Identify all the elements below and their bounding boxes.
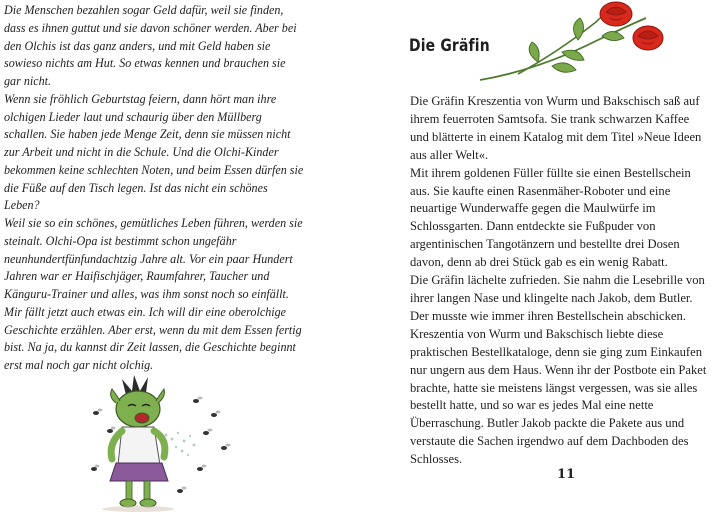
right-paragraph-2: Mit ihrem goldenen Füller füllte sie einen Bestellschein aus. Sie kaufte einen Rasenmäher-Roboter und eine neuartige Wunderwaffe gegen die Maulwürfe im Schlossgarten. Dann entdeckte sie Fußpuder von argentinischen Tangotänzern und bestellte drei Dosen davon, denn ab drei Stück gab es ein wenig Rabatt. bbox=[410, 165, 691, 270]
rose-icon bbox=[633, 26, 663, 50]
rose-icon bbox=[600, 2, 632, 26]
left-paragraph-1: Die Menschen bezahlen sogar Geld dafür, weil sie finden, dass es ihnen guttut und sie davon schöner werden. Aber bei den Olchis ist das ganz anders, und mit Geld haben sie sowieso nichts am Hut. So etwas kennen und brauchen sie gar nicht. bbox=[4, 3, 297, 88]
left-page-text bbox=[4, 2, 304, 375]
right-paragraph-4: Kreszentia von Wurm und Bakschisch liebte diese praktischen Bestellkataloge, denn sie ging zum Einkaufen nur ungern aus dem Haus. Wenn ihr der Postbote ein Paket brachte, hatte sie meistens längst vergessen, was sie alles bestellt hatte, und so war es jedes Mal eine nette Überraschung. Butler Jakob packte die Pakete aus und verstaute die Sachen irgendwo auf dem Dachboden des Schlosses. bbox=[410, 326, 707, 467]
chapter-title: Die Gräfin bbox=[409, 36, 490, 56]
left-paragraph-2: Wenn sie fröhlich Geburtstag feiern, dann hört man ihre olchigen Lieder laut und schaurig über den Müllberg schallen. Sie haben jede Menge Zeit, denn sie müssen nicht zur Arbeit und nicht in die Schule. Und die Olchi-Kinder bekommen keine schlechten Noten, und beim Essen dürfen sie die Füße auf den Tisch legen. Ist das nicht ein schönes Leben? bbox=[4, 91, 304, 213]
olchi-illustration bbox=[82, 373, 242, 514]
page-number: 11 bbox=[557, 467, 576, 482]
right-paragraph-3: Die Gräfin lächelte zufrieden. Sie nahm die Lesebrille von ihrer langen Nase und klingelte nach Jakob, dem Butler. Der musste wie immer ihren Bestellschein abschicken. bbox=[410, 273, 705, 323]
left-paragraph-3: Weil sie so ein schönes, gemütliches Leben führen, werden sie steinalt. Olchi-Opa ist bestimmt schon ungefähr neunhundertfünfundachtzig Jahre alt. Vor ein paar Hundert Jahren war er Haifischjäger, Raumfahrer, Taucher und Känguru-Trainer und alles, was ihm sonst noch so einfällt. Mir fällt jetzt auch etwas ein. Ich will dir eine oberolchige Geschichte erzählen. Aber erst, wenn du mit dem Essen fertig bist. Na ja, du kannst dir Zeit lassen, die Geschichte beginnt erst mal noch gar nicht olchig. bbox=[4, 216, 303, 372]
roses-illustration bbox=[478, 0, 664, 86]
right-page-text bbox=[410, 93, 710, 469]
right-paragraph-1: Die Gräfin Kreszentia von Wurm und Bakschisch saß auf ihrem feuerroten Samtsofa. Sie trank schwarzen Kaffee und blätterte in einem Katalog mit dem Titel »Neue Ideen aus aller Welt«. bbox=[410, 94, 702, 162]
